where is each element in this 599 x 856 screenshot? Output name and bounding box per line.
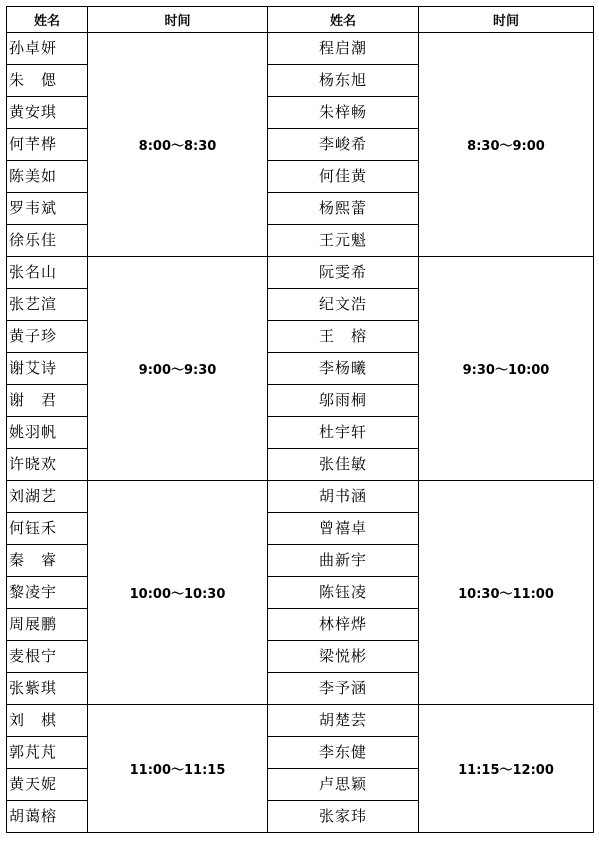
right-name-cell: 杨东旭 <box>268 65 419 97</box>
right-name-cell: 林梓烨 <box>268 609 419 641</box>
left-name-cell: 何芊桦 <box>7 129 88 161</box>
left-name-cell: 朱 偲 <box>7 65 88 97</box>
right-name-cell: 阮雯希 <box>268 257 419 289</box>
right-name-cell: 李东健 <box>268 737 419 769</box>
left-name-cell: 谢 君 <box>7 385 88 417</box>
header-name-2: 姓名 <box>268 7 419 33</box>
right-name-cell: 曾禧卓 <box>268 513 419 545</box>
left-time-slot: 8:00～8:30 <box>88 33 268 257</box>
table-row <box>7 705 594 737</box>
left-time-slot: 9:00～9:30 <box>88 257 268 481</box>
right-name-cell: 王元魁 <box>268 225 419 257</box>
right-time-slot: 8:30～9:00 <box>419 33 594 257</box>
left-time-slot: 10:00～10:30 <box>88 481 268 705</box>
right-name-cell: 陈钰凌 <box>268 577 419 609</box>
right-name-cell: 程启潮 <box>268 33 419 65</box>
right-name-cell: 胡楚芸 <box>268 705 419 737</box>
header-row <box>7 7 594 33</box>
left-name-cell: 张紫琪 <box>7 673 88 705</box>
right-name-cell: 李峻希 <box>268 129 419 161</box>
right-name-cell: 曲新宇 <box>268 545 419 577</box>
table-row <box>7 257 594 289</box>
left-name-cell: 秦 睿 <box>7 545 88 577</box>
left-name-cell: 何钰禾 <box>7 513 88 545</box>
header-time-2: 时间 <box>419 7 594 33</box>
right-name-cell: 张佳敏 <box>268 449 419 481</box>
right-name-cell: 杜宇轩 <box>268 417 419 449</box>
right-name-cell: 张家玮 <box>268 801 419 833</box>
header-time-1: 时间 <box>88 7 268 33</box>
table-row <box>7 481 594 513</box>
right-name-cell: 邬雨桐 <box>268 385 419 417</box>
right-name-cell: 李杨曦 <box>268 353 419 385</box>
left-name-cell: 胡蔼榕 <box>7 801 88 833</box>
left-name-cell: 许晓欢 <box>7 449 88 481</box>
right-time-slot: 11:15～12:00 <box>419 705 594 833</box>
left-name-cell: 黄天妮 <box>7 769 88 801</box>
left-name-cell: 谢艾诗 <box>7 353 88 385</box>
left-name-cell: 麦根宁 <box>7 641 88 673</box>
left-name-cell: 黄安琪 <box>7 97 88 129</box>
left-name-cell: 郭芃芃 <box>7 737 88 769</box>
right-name-cell: 何佳黄 <box>268 161 419 193</box>
left-time-slot: 11:00～11:15 <box>88 705 268 833</box>
left-name-cell: 黎凌宇 <box>7 577 88 609</box>
right-name-cell: 朱梓畅 <box>268 97 419 129</box>
right-name-cell: 杨熙蕾 <box>268 193 419 225</box>
right-name-cell: 梁悦彬 <box>268 641 419 673</box>
right-name-cell: 纪文浩 <box>268 289 419 321</box>
left-name-cell: 刘 棋 <box>7 705 88 737</box>
right-time-slot: 9:30～10:00 <box>419 257 594 481</box>
left-name-cell: 罗韦斌 <box>7 193 88 225</box>
left-name-cell: 刘湖艺 <box>7 481 88 513</box>
right-name-cell: 卢思颖 <box>268 769 419 801</box>
right-name-cell: 胡书涵 <box>268 481 419 513</box>
right-time-slot: 10:30～11:00 <box>419 481 594 705</box>
right-name-cell: 王 榕 <box>268 321 419 353</box>
left-name-cell: 周展鹏 <box>7 609 88 641</box>
left-name-cell: 陈美如 <box>7 161 88 193</box>
left-name-cell: 张名山 <box>7 257 88 289</box>
left-name-cell: 姚羽帆 <box>7 417 88 449</box>
left-name-cell: 徐乐佳 <box>7 225 88 257</box>
left-name-cell: 张艺渲 <box>7 289 88 321</box>
header-name-1: 姓名 <box>7 7 88 33</box>
schedule-body <box>7 33 594 833</box>
right-name-cell: 李予涵 <box>268 673 419 705</box>
schedule-table <box>6 6 594 833</box>
table-row <box>7 33 594 65</box>
left-name-cell: 孙卓妍 <box>7 33 88 65</box>
left-name-cell: 黄子珍 <box>7 321 88 353</box>
